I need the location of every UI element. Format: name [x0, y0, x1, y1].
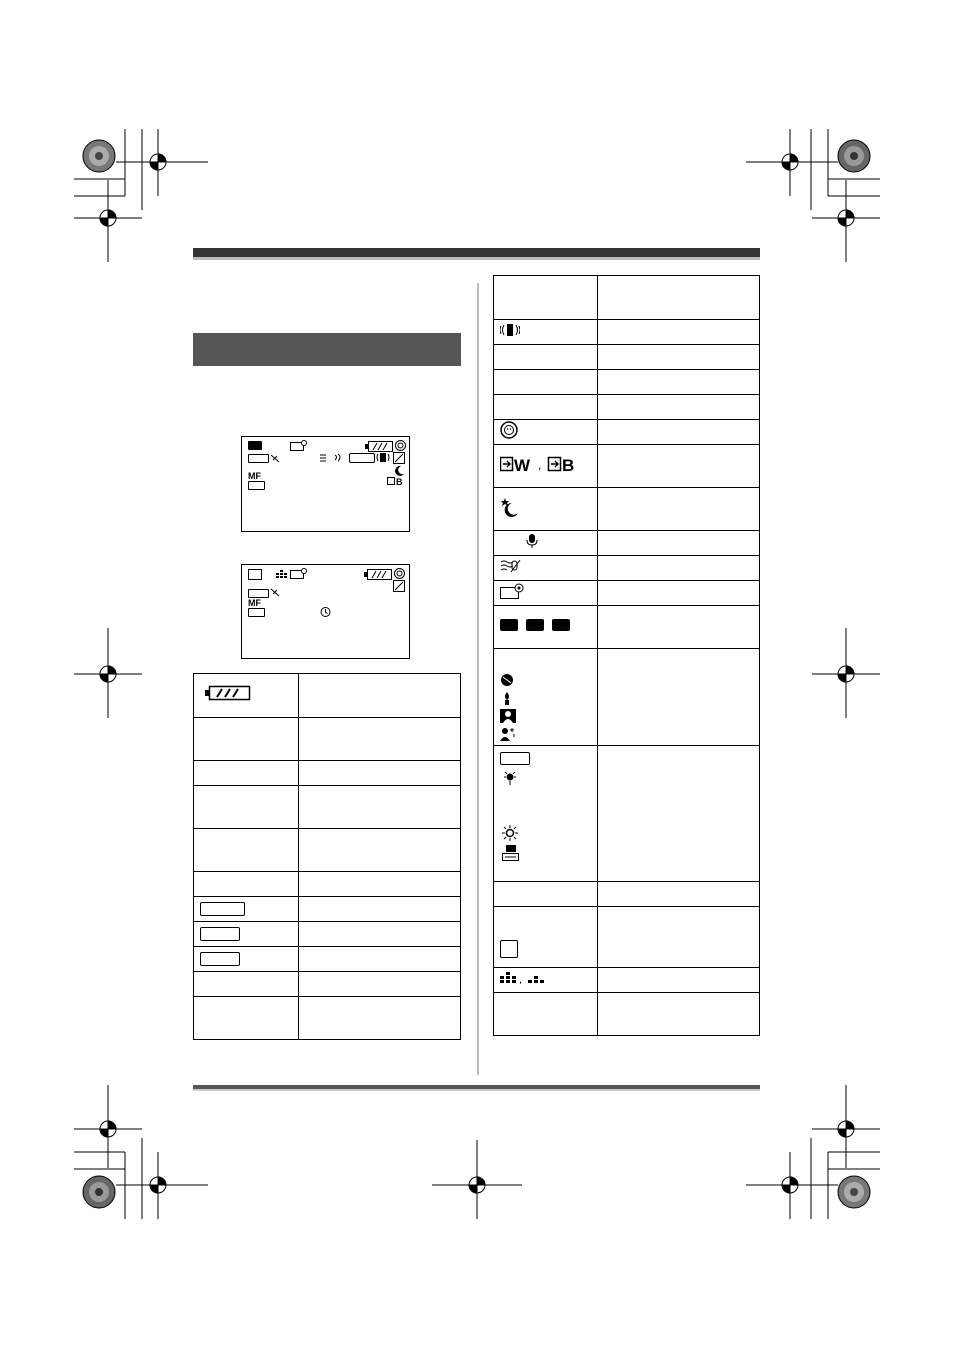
table-row [194, 674, 461, 718]
scene-spotlight-icon [500, 691, 514, 705]
table-row [494, 445, 760, 488]
table-row [494, 649, 760, 746]
mode-icon-1 [500, 619, 518, 631]
table-row [494, 606, 760, 649]
scene-portrait-icon [500, 709, 516, 723]
auto-wb-box [500, 752, 530, 765]
settings-icon [500, 583, 526, 599]
column-divider [477, 283, 479, 1075]
card-icon [500, 940, 518, 958]
wb-b-label: B [562, 455, 575, 473]
table-row [194, 761, 461, 786]
mf-label: MF [248, 471, 261, 481]
mode-box [200, 927, 240, 941]
table-row [494, 370, 760, 395]
table-row [194, 922, 461, 947]
mode-box [248, 454, 269, 463]
mode-icon-3 [552, 619, 570, 631]
white-balance-icon [387, 477, 407, 486]
mode-box [200, 902, 245, 916]
zoom-box [349, 453, 375, 463]
white-balance-icons [500, 455, 580, 473]
mf-label: MF [248, 598, 261, 608]
self-timer-icon [320, 606, 331, 617]
table-row [494, 993, 760, 1036]
table-row [494, 395, 760, 420]
table-row [194, 786, 461, 829]
wind-noise-icon [500, 559, 522, 573]
table-row [194, 829, 461, 872]
backlight-compensation-icon [393, 452, 405, 464]
wb-w-label: W [514, 455, 531, 473]
mode-box [200, 952, 240, 966]
table-row [494, 488, 760, 531]
footer-rule-shadow [193, 1089, 760, 1091]
table-row [494, 276, 760, 320]
table-row [494, 420, 760, 445]
night-mode-icon [394, 465, 405, 476]
svg-text:,: , [519, 974, 523, 984]
table-row [194, 947, 461, 972]
table-row [194, 872, 461, 897]
wind-icon [270, 588, 280, 597]
svg-text:,: , [538, 457, 542, 472]
table-row [194, 997, 461, 1040]
svg-text:B: B [396, 477, 403, 486]
table-row [194, 718, 461, 761]
battery-icon [205, 685, 251, 701]
recording-mode-icon [248, 441, 262, 450]
right-icon-table [493, 275, 760, 1036]
battery-icon [364, 569, 392, 580]
quality-icon [500, 972, 552, 984]
face-icon [500, 421, 518, 439]
table-row [494, 746, 760, 882]
section-heading-band [193, 333, 461, 366]
night-mode-icon [500, 497, 520, 517]
audio-icons [319, 453, 347, 462]
table-row [194, 897, 461, 922]
scene-snow-icon [500, 727, 516, 741]
microphone-icon [526, 534, 538, 548]
white-balance-set-icon [502, 845, 520, 861]
header-rule-shadow [193, 257, 760, 260]
wind-icon [270, 454, 280, 463]
mode-icon-2 [526, 619, 544, 631]
table-row [494, 320, 760, 345]
white-balance-sun-icon [502, 825, 518, 841]
image-stabilizer-icon [500, 323, 520, 337]
focus-box [248, 608, 265, 617]
scene-sports-icon [500, 673, 514, 687]
focus-box [248, 481, 265, 490]
mode-box [248, 589, 269, 598]
table-row [494, 882, 760, 907]
table-row [494, 581, 760, 606]
backlight-compensation-icon [393, 580, 405, 592]
face-icon [395, 440, 406, 451]
face-icon [394, 568, 405, 579]
table-row [194, 972, 461, 997]
battery-icon [365, 441, 393, 452]
table-row [494, 531, 760, 556]
table-row [494, 968, 760, 993]
header-rule [193, 248, 760, 257]
image-stabilizer-icon [376, 452, 390, 463]
table-row [494, 556, 760, 581]
lcd-screen-still [241, 564, 410, 659]
table-row [494, 345, 760, 370]
lcd-screen-motion [241, 436, 410, 532]
settings-icon [290, 440, 308, 451]
quality-icon [276, 570, 288, 579]
settings-icon [290, 568, 308, 579]
left-icon-table [193, 673, 461, 1040]
table-row [494, 907, 760, 968]
white-balance-indoor-icon [502, 771, 518, 787]
card-icon [248, 569, 262, 580]
